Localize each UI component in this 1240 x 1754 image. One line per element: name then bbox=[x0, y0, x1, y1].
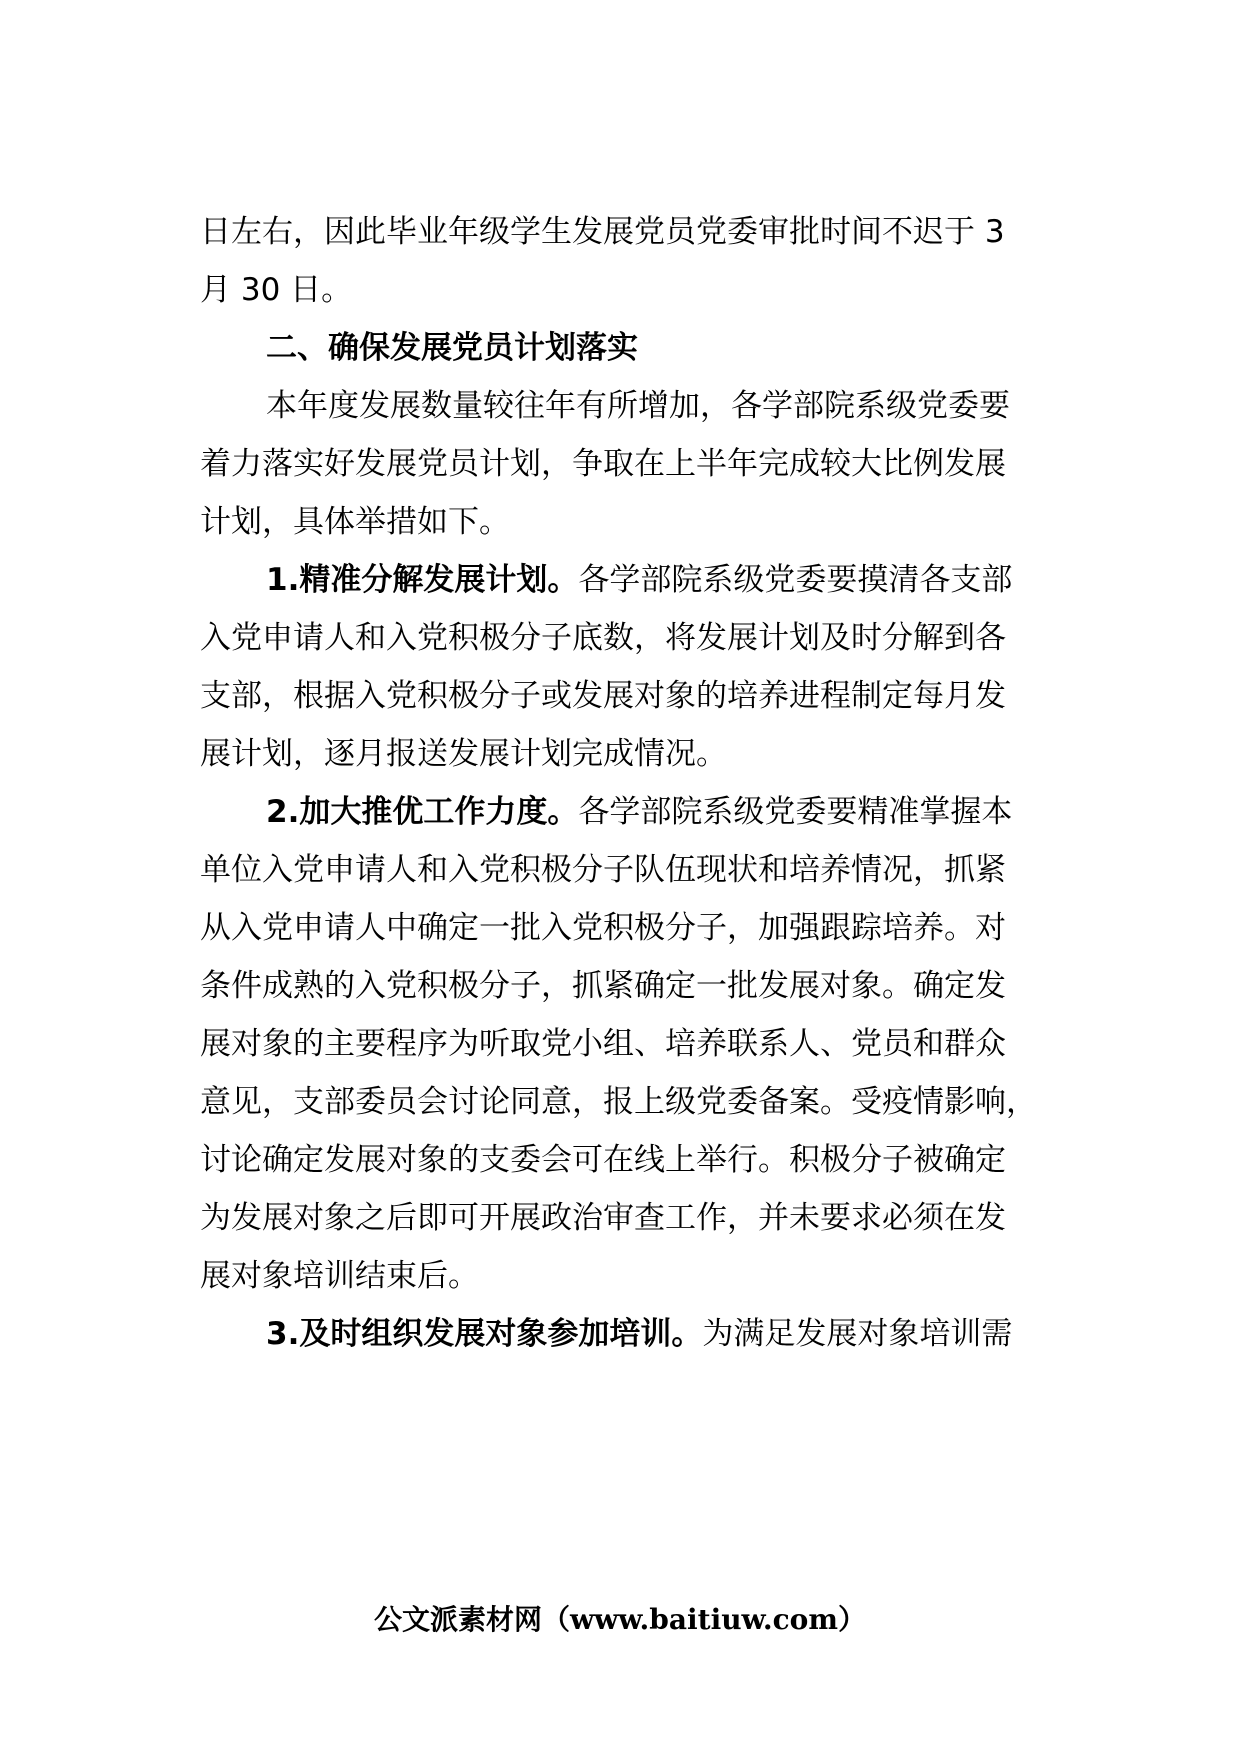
item-text: 为满足发展对象培训需 bbox=[702, 1316, 1013, 1352]
item-title: 2.加大推优工作力度。 bbox=[266, 794, 579, 830]
body-line: 日左右，因此毕业年级学生发展党员党委审批时间不迟于 3 bbox=[200, 214, 1005, 250]
body-line: 从入党申请人中确定一批入党积极分子，加强跟踪培养。对 bbox=[200, 910, 1006, 946]
body-line: 意见，支部委员会讨论同意，报上级党委备案。受疫情影响， bbox=[200, 1084, 1037, 1120]
body-line: 计划，具体举措如下。 bbox=[200, 504, 510, 540]
item-title: 3.及时组织发展对象参加培训。 bbox=[266, 1316, 703, 1352]
body-line: 展对象的主要程序为听取党小组、培养联系人、党员和群众 bbox=[200, 1026, 1006, 1062]
item-text: 各学部院系级党委要摸清各支部 bbox=[578, 562, 1013, 598]
body-line: 入党申请人和入党积极分子底数，将发展计划及时分解到各 bbox=[200, 620, 1006, 656]
body-line: 条件成熟的入党积极分子，抓紧确定一批发展对象。确定发 bbox=[200, 968, 1006, 1004]
numbered-item-1 bbox=[266, 560, 1012, 600]
numbered-item-3 bbox=[266, 1314, 1012, 1354]
body-line: 为发展对象之后即可开展政治审查工作，并未要求必须在发 bbox=[200, 1200, 1006, 1236]
body-line: 展计划，逐月报送发展计划完成情况。 bbox=[200, 736, 727, 772]
item-title: 1.精准分解发展计划。 bbox=[266, 562, 579, 598]
body-line: 单位入党申请人和入党积极分子队伍现状和培养情况，抓紧 bbox=[200, 852, 1006, 888]
numbered-item-2 bbox=[266, 792, 1012, 832]
body-line: 支部，根据入党积极分子或发展对象的培养进程制定每月发 bbox=[200, 678, 1006, 714]
footer-watermark: 公文派素材网（www.baitiuw.com） bbox=[374, 1603, 866, 1636]
body-line: 月 30 日。 bbox=[200, 272, 353, 308]
body-line: 着力落实好发展党员计划，争取在上半年完成较大比例发展 bbox=[200, 446, 1006, 482]
body-line: 展对象培训结束后。 bbox=[200, 1258, 479, 1294]
body-line: 本年度发展数量较往年有所增加，各学部院系级党委要 bbox=[266, 388, 1010, 424]
item-text: 各学部院系级党委要精准掌握本 bbox=[578, 794, 1013, 830]
body-line: 讨论确定发展对象的支委会可在线上举行。积极分子被确定 bbox=[200, 1142, 1006, 1178]
section-heading: 二、确保发展党员计划落实 bbox=[266, 330, 638, 366]
